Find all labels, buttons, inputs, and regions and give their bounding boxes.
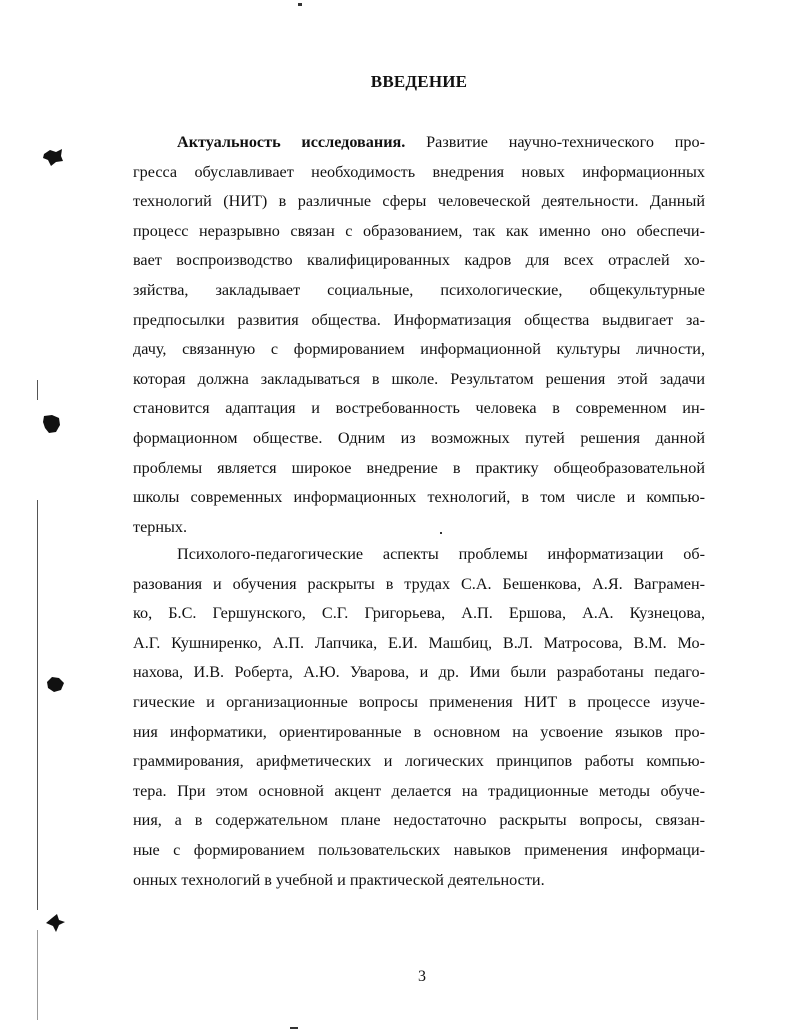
text-line: онных технологий в учебной и практической деятельности. <box>133 870 545 889</box>
text-line: становится адаптация и востребованность человека в современном ин- <box>133 399 705 418</box>
text-line: гические и организационные вопросы применения НИТ в процессе изуче- <box>133 692 705 711</box>
text-line: ные с формированием пользовательских навыков применения информаци- <box>133 840 705 859</box>
section-lead: Актуальность исследования. <box>177 133 406 151</box>
text-line: А.Г. Кушниренко, А.П. Лапчика, Е.И. Машбиц, В.Л. Матросова, В.М. Мо- <box>133 633 705 652</box>
paragraph-relevance <box>133 128 705 542</box>
text-line: проблемы является широкое внедрение в практику общеобразовательной <box>133 458 705 477</box>
text-line: технологий (НИТ) в различные сферы человеческой деятельности. Данный <box>133 192 705 211</box>
punch-hole-icon <box>42 146 64 168</box>
text-line: школы современных информационных технологий, в том числе и компью- <box>133 488 705 507</box>
margin-rule-mark <box>37 380 38 400</box>
text-line: формационном обществе. Одним из возможных путей решения данной <box>133 428 705 447</box>
text-line: которая должна закладываться в школе. Результатом решения этой задачи <box>133 369 705 388</box>
scan-speck <box>290 1027 298 1029</box>
text-line: Актуальность исследования. Развитие научно-технического про- <box>177 133 705 151</box>
text-line: Психолого-педагогические аспекты проблемы информатизации об- <box>177 545 705 563</box>
text-line: ния, а в содержательном плане недостаточно раскрыты вопросы, связан- <box>133 811 705 830</box>
paragraph-literature-review <box>133 540 705 895</box>
text-line: граммирования, арифметических и логических принципов работы компью- <box>133 752 705 771</box>
text-line: зяйства, закладывает социальные, психологические, общекультурные <box>133 280 705 299</box>
punch-hole-icon <box>44 673 66 695</box>
text-line: тера. При этом основной акцент делается на традиционные методы обуче- <box>133 781 705 800</box>
text-line: ния информатики, ориентированные в основном на усвоение языков про- <box>133 722 705 741</box>
punch-hole-icon <box>40 413 62 435</box>
text-line: разования и обучения раскрыты в трудах С.А. Бешенкова, А.Я. Ваграмен- <box>133 574 705 593</box>
punch-hole-icon <box>44 912 66 934</box>
text-line: дачу, связанную с формированием информационной культуры личности, <box>133 340 705 359</box>
page-number: 3 <box>418 968 426 985</box>
document-title: ВВЕДЕНИЕ <box>370 72 468 91</box>
text-line: терных. <box>133 517 188 536</box>
text-line: гресса обуславливает необходимость внедрения новых информационных <box>133 162 705 181</box>
text-line: вает воспроизводство квалифицированных кадров для всех отраслей хо- <box>133 251 705 270</box>
margin-rule-line <box>37 500 38 910</box>
text-line: процесс неразрывно связан с образованием, так как именно оно обеспечи- <box>133 221 705 240</box>
text-line: нахова, И.В. Роберта, А.Ю. Уварова, и др. Ими были разработаны педаго- <box>133 663 705 682</box>
text-line: предпосылки развития общества. Информатизация общества выдвигает за- <box>133 310 705 329</box>
text-line: ко, Б.С. Гершунского, С.Г. Григорьева, А.П. Ершова, А.А. Кузнецова, <box>133 604 705 623</box>
scan-speck <box>298 3 302 6</box>
